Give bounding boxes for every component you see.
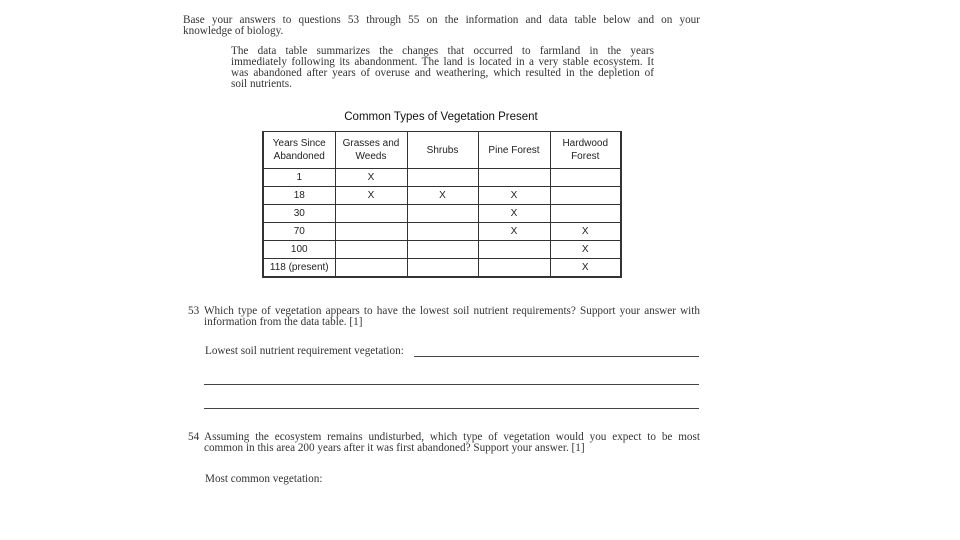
table-cell: X (550, 241, 621, 259)
q53-answer-line-3[interactable] (204, 408, 699, 409)
vegetation-table (262, 131, 622, 278)
question-line: Which type of vegetation appears to have the lowest soil nutrient requirements? Support your answer with (204, 305, 700, 317)
question-line: information from the data table. [1] (204, 316, 363, 328)
table-cell: 70 (263, 223, 335, 241)
header-pine-forest: Pine Forest (478, 132, 550, 169)
table-cell (407, 205, 478, 223)
table-cell (335, 259, 407, 278)
summary-line: The data table summarizes the changes that occurred to farmland in the years (231, 45, 654, 57)
q53-answer-label: Lowest soil nutrient requirement vegetation: (205, 345, 404, 357)
header-years-since-abandoned: Years Since Abandoned (263, 132, 335, 169)
table-cell (550, 169, 621, 187)
q53-answer-line-1[interactable] (414, 356, 699, 357)
header-shrubs: Shrubs (407, 132, 478, 169)
table-cell: X (478, 187, 550, 205)
intro-paragraph (183, 15, 700, 37)
table-cell (335, 205, 407, 223)
table-cell: 18 (263, 187, 335, 205)
table-cell: 118 (present) (263, 259, 335, 278)
table-cell (550, 187, 621, 205)
table-cell (407, 169, 478, 187)
header-hardwood-forest: Hardwood Forest (550, 132, 621, 169)
table-cell (478, 169, 550, 187)
intro-line: knowledge of biology. (183, 25, 284, 37)
summary-line: immediately following its abandonment. The land is located in a very stable ecosystem. It (231, 56, 654, 68)
table-row (263, 241, 621, 259)
table-cell (407, 259, 478, 278)
table-row (263, 205, 621, 223)
q54-answer-label: Most common vegetation: (205, 473, 323, 485)
table-row (263, 169, 621, 187)
summary-line: was abandoned after years of overuse and weathering, which resulted in the depletion of (231, 67, 654, 79)
table-cell: X (478, 205, 550, 223)
table-row (263, 259, 621, 278)
question-line: Assuming the ecosystem remains undisturbed, which type of vegetation would you expect to be most (204, 431, 700, 443)
table-row (263, 187, 621, 205)
table-cell: 30 (263, 205, 335, 223)
table-cell (335, 241, 407, 259)
summary-paragraph (231, 46, 654, 90)
question-54-number: 54 (188, 431, 200, 443)
question-line: common in this area 200 years after it was first abandoned? Support your answer. [1] (204, 442, 585, 454)
q53-answer-line-2[interactable] (204, 384, 699, 385)
question-53-number: 53 (188, 305, 200, 317)
header-grasses-and-weeds: Grasses and Weeds (335, 132, 407, 169)
question-54-text (204, 432, 700, 454)
table-title: Common Types of Vegetation Present (344, 111, 538, 123)
table-cell: X (478, 223, 550, 241)
table-cell (407, 223, 478, 241)
table-cell (478, 241, 550, 259)
table-cell (335, 223, 407, 241)
question-53-text (204, 306, 700, 328)
table-cell: 100 (263, 241, 335, 259)
table-cell: X (335, 187, 407, 205)
table-cell (550, 205, 621, 223)
table-cell: X (335, 169, 407, 187)
table-cell: X (550, 259, 621, 278)
summary-line: soil nutrients. (231, 78, 292, 90)
table-cell (407, 241, 478, 259)
intro-line: Base your answers to questions 53 through 55 on the information and data table below and on your (183, 14, 700, 26)
table-cell: X (407, 187, 478, 205)
table-cell (478, 259, 550, 278)
table-cell: X (550, 223, 621, 241)
table-row (263, 223, 621, 241)
table-header-row (263, 132, 621, 169)
table-cell: 1 (263, 169, 335, 187)
